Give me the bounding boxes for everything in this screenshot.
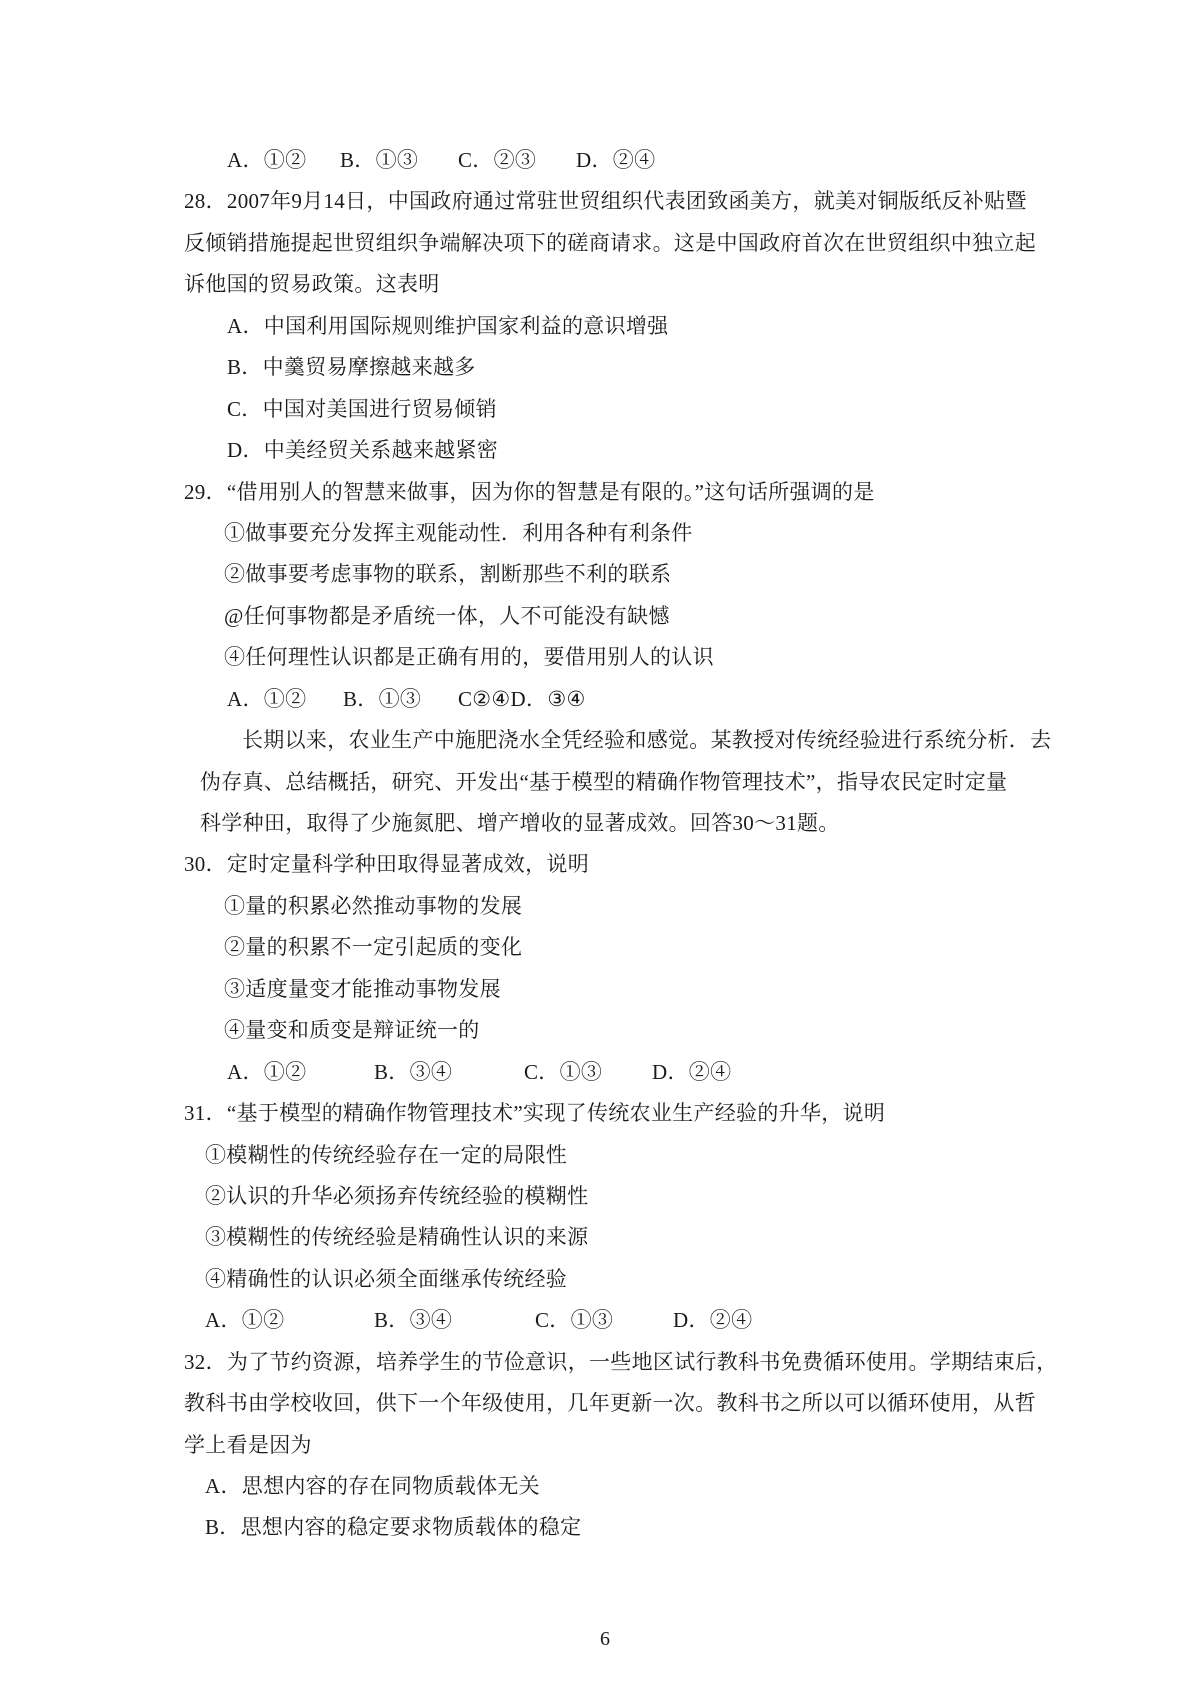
page-body xyxy=(0,140,1200,1549)
option-b: B．①③ xyxy=(340,148,419,172)
question-31-statement: ④精确性的认识必须全面继承传统经验 xyxy=(205,1266,568,1291)
passage-line: 科学种田，取得了少施氮肥、增产增收的显著成效。回答30～31题。 xyxy=(200,811,840,835)
question-32-stem-line: 学上看是因为 xyxy=(184,1432,312,1457)
option-b: B．①③ xyxy=(343,686,422,711)
question-28-option-a: A．中国利用国际规则维护国家利益的意识增强 xyxy=(227,313,669,338)
question-31-statement: ①模糊性的传统经验存在一定的局限性 xyxy=(205,1142,568,1167)
question-28-stem-line: 诉他国的贸易政策。这表明 xyxy=(184,272,440,297)
question-30-stem: 30．定时定量科学种田取得显著成效，说明 xyxy=(184,852,589,877)
previous-question-options-row xyxy=(0,140,1200,181)
question-28-stem-line: 反倾销措施提起世贸组织争端解决项下的磋商请求。这是中国政府首次在世贸组织中独立起 xyxy=(184,230,1036,255)
option-a: A．①② xyxy=(227,1059,307,1084)
question-32-stem-line: 32．为了节约资源，培养学生的节俭意识，一些地区试行教科书免费循环使用。学期结束后， xyxy=(184,1349,1058,1374)
option-a: A．①② xyxy=(227,686,307,711)
passage-line: 伪存真、总结概括，研究、开发出“基于模型的精确作物管理技术”，指导农民定时定量 xyxy=(200,769,1008,794)
option-c-d: C②④D．③④ xyxy=(458,686,586,711)
question-29-statement: ①做事要充分发挥主观能动性．利用各种有利条件 xyxy=(224,520,693,545)
question-28-option-d: D．中美经贸关系越来越紧密 xyxy=(227,438,499,463)
option-c: C．①③ xyxy=(524,1059,603,1084)
question-32-stem-line: 教科书由学校收回，供下一个年级使用，几年更新一次。教科书之所以可以循环使用，从哲 xyxy=(184,1391,1036,1416)
question-28-option-c: C．中国对美国进行贸易倾销 xyxy=(227,396,497,421)
option-d: D．②④ xyxy=(673,1308,753,1333)
question-31-statement: ②认识的升华必须扬弃传统经验的模糊性 xyxy=(205,1183,589,1208)
question-29-stem: 29．“借用别人的智慧来做事，因为你的智慧是有限的。”这句话所强调的是 xyxy=(184,479,875,504)
option-b: B．③④ xyxy=(374,1308,453,1333)
question-31-stem: 31．“基于模型的精确作物管理技术”实现了传统农业生产经验的升华，说明 xyxy=(184,1101,886,1126)
option-b: B．③④ xyxy=(374,1059,453,1084)
question-31-options-row xyxy=(0,1300,1200,1341)
question-28-option-b: B．中羹贸易摩擦越来越多 xyxy=(227,355,476,380)
question-29-statement: @任何事物都是矛盾统一体，人不可能没有缺憾 xyxy=(224,603,670,628)
question-32-option-b: B．思想内容的稳定要求物质载体的稳定 xyxy=(205,1515,582,1540)
question-31-statement: ③模糊性的传统经验是精确性认识的来源 xyxy=(205,1225,589,1250)
option-c: C．①③ xyxy=(535,1308,614,1333)
question-29-statement: ④任何理性认识都是正确有用的，要借用别人的认识 xyxy=(224,645,714,670)
question-29-statement: ②做事要考虑事物的联系，割断那些不利的联系 xyxy=(224,562,672,587)
passage-line: 长期以来，农业生产中施肥浇水全凭经验和感觉。某教授对传统经验进行系统分析．去 xyxy=(242,728,1052,753)
question-28-stem-line: 28．2007年9月14日，中国政府通过常驻世贸组织代表团致函美方，就美对铜版纸反补贴暨 xyxy=(184,189,1027,214)
question-30-statement: ②量的积累不一定引起质的变化 xyxy=(224,935,523,960)
question-30-statement: ④量变和质变是辩证统一的 xyxy=(224,1018,480,1043)
option-c: C．②③ xyxy=(458,148,537,172)
option-a: A．①② xyxy=(205,1308,285,1333)
question-30-statement: ①量的积累必然推动事物的发展 xyxy=(224,893,523,918)
option-d: D．②④ xyxy=(652,1059,732,1084)
question-29-options-row xyxy=(0,679,1200,720)
option-d: D．②④ xyxy=(576,148,656,172)
question-30-options-row xyxy=(0,1052,1200,1093)
option-a: A．①② xyxy=(227,148,307,172)
question-32-option-a: A．思想内容的存在同物质载体无关 xyxy=(205,1474,540,1498)
question-30-statement: ③适度量变才能推动事物发展 xyxy=(224,976,501,1001)
page-number: 6 xyxy=(600,1628,610,1650)
